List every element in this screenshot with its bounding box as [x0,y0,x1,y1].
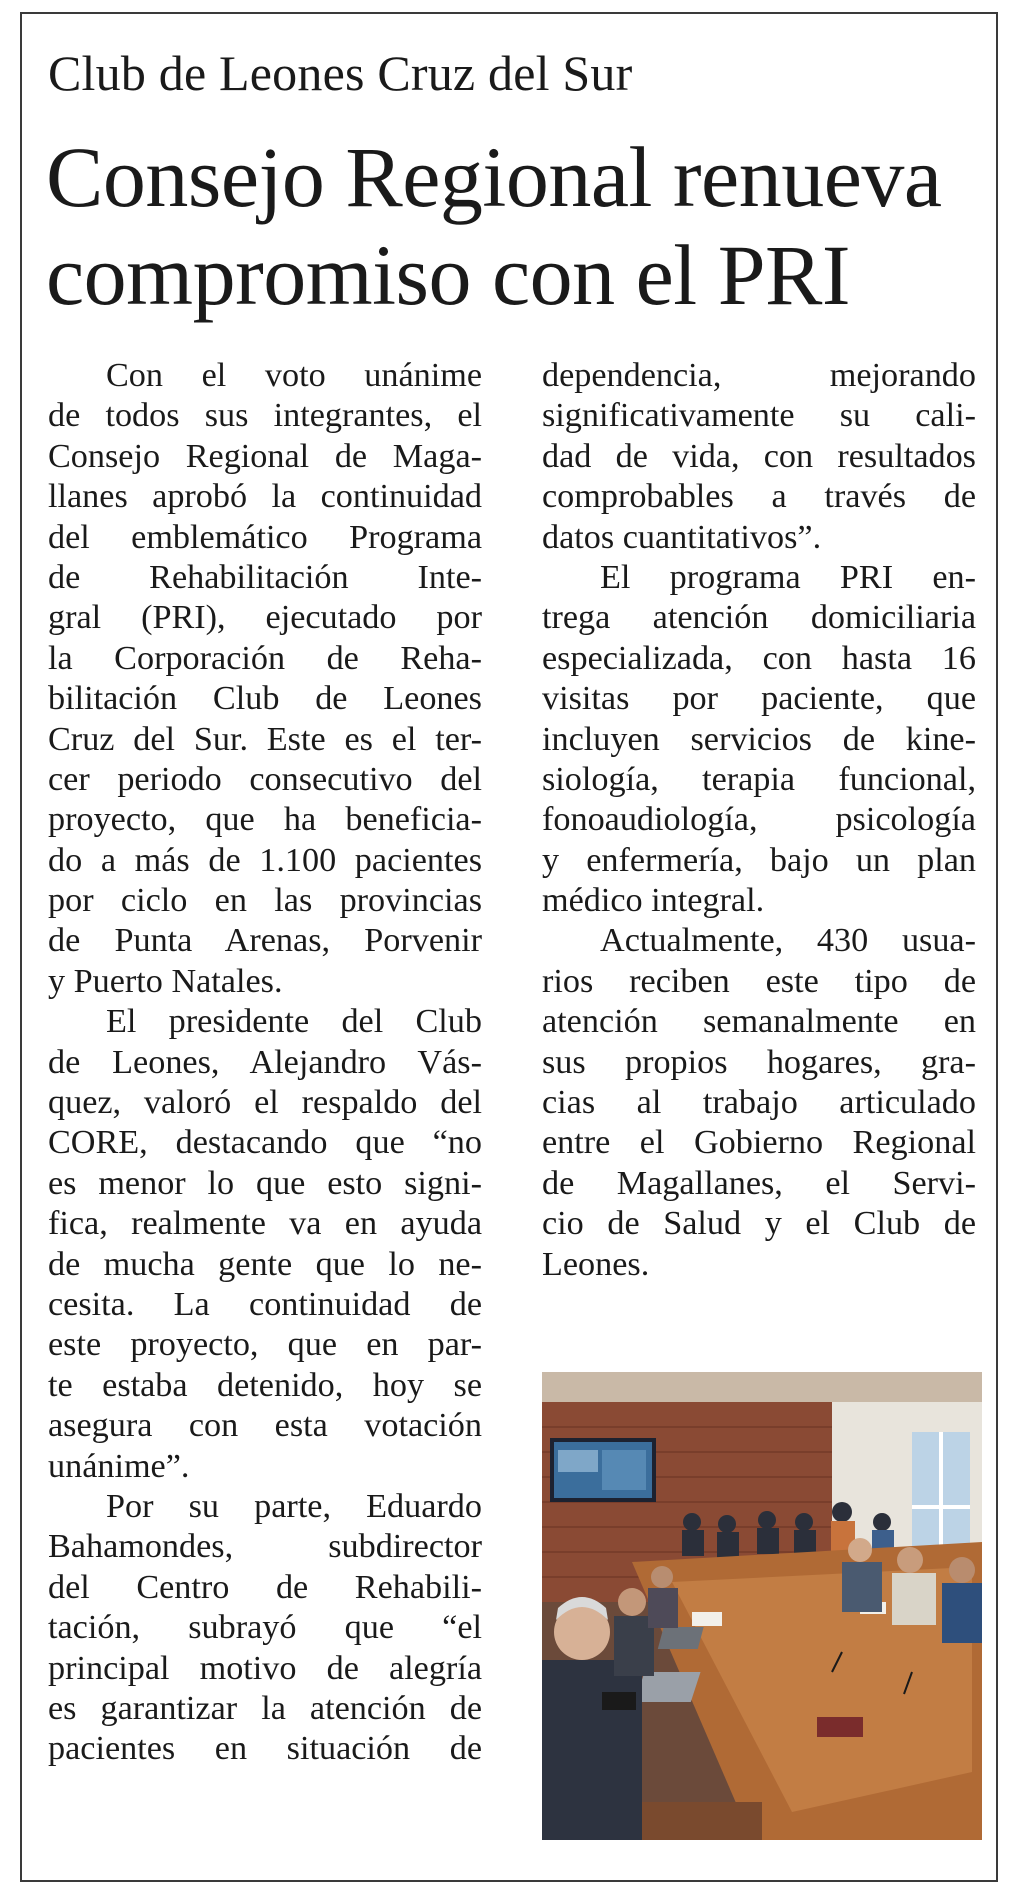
text-line: asegura con esta votación [48,1407,482,1445]
text-line: fonoaudiología, psicología [542,801,976,839]
text-line: atención semanalmente en [542,1003,976,1041]
text-line: tación, subrayó que “el [48,1609,482,1647]
text-line: del emblemático Programa [48,518,482,556]
text-line: unánime”. [48,1447,190,1485]
text-line: de Magallanes, el Servi- [542,1164,976,1202]
left-column [48,356,482,1770]
text-line: llanes aprobó la continuidad [48,478,482,516]
text-line: datos cuantitativos”. [542,518,822,556]
meeting-photo [542,1372,982,1840]
text-line: Cruz del Sur. Este es el ter- [48,720,482,758]
headline-line-1: Consejo Regional renueva [46,129,942,225]
text-line: Leones. [542,1245,650,1283]
text-line: de mucha gente que lo ne- [48,1245,482,1283]
text-line: rios reciben este tipo de [542,962,976,1000]
text-line: Actualmente, 430 usua- [600,922,976,960]
text-line: comprobables a través de [542,478,976,516]
text-line: pacientes en situación de [48,1730,482,1768]
text-line: bilitación Club de Leones [48,680,482,718]
council-meeting-image [542,1372,982,1840]
text-line: Con el voto unánime [106,357,482,394]
text-line: es menor lo que esto signi- [48,1164,482,1202]
text-line: especializada, con hasta 16 [542,639,976,677]
text-line: sus propios hogares, gra- [542,1043,976,1081]
kicker: Club de Leones Cruz del Sur [48,45,633,101]
text-line: fica, realmente va en ayuda [48,1205,482,1243]
text-line: incluyen servicios de kine- [542,720,976,758]
text-line: y Puerto Natales. [48,962,283,1000]
text-line: CORE, destacando que “no [48,1124,482,1162]
text-line: gral (PRI), ejecutado por [48,599,482,637]
text-line: de Punta Arenas, Porvenir [48,922,482,960]
text-line: cesita. La continuidad de [48,1285,482,1323]
text-line: de todos sus integrantes, el [48,397,482,435]
text-line: este proyecto, que en par- [48,1326,482,1364]
text-line: de Leones, Alejandro Vás- [48,1043,482,1081]
text-line: Bahamondes, subdirector [48,1528,482,1566]
text-line: dependencia, mejorando [542,357,976,394]
text-line: principal motivo de alegría [48,1649,482,1687]
text-line: te estaba detenido, hoy se [48,1366,482,1404]
text-line: dad de vida, con resultados [542,437,976,475]
text-line: trega atención domiciliaria [542,599,976,637]
text-line: de Rehabilitación Inte- [48,558,482,596]
text-line: proyecto, que ha beneficia- [48,801,482,839]
right-column [542,356,976,1285]
text-line: quez, valoró el respaldo del [48,1084,482,1122]
text-line: do a más de 1.100 pacientes [48,841,482,879]
text-line: Por su parte, Eduardo [106,1487,482,1525]
text-line: entre el Gobierno Regional [542,1124,976,1162]
text-line: y enfermería, bajo un plan [542,841,976,879]
text-line: siología, terapia funcional, [542,760,976,798]
text-line: El presidente del Club [106,1003,482,1041]
text-line: El programa PRI en- [600,558,976,596]
text-line: cias al trabajo articulado [542,1084,976,1122]
text-line: del Centro de Rehabili- [48,1568,482,1606]
headline-line-2: compromiso con el PRI [46,227,851,323]
text-line: por ciclo en las provincias [48,882,482,920]
text-line: médico integral. [542,882,765,920]
text-line: es garantizar la atención de [48,1689,482,1727]
text-line: Consejo Regional de Maga- [48,437,482,475]
text-line: visitas por paciente, que [542,680,976,718]
text-line: la Corporación de Reha- [48,639,482,677]
headline [46,128,976,324]
text-line: cio de Salud y el Club de [542,1205,976,1243]
text-line: cer periodo consecutivo del [48,760,482,798]
text-line: significativamente su cali- [542,397,976,435]
